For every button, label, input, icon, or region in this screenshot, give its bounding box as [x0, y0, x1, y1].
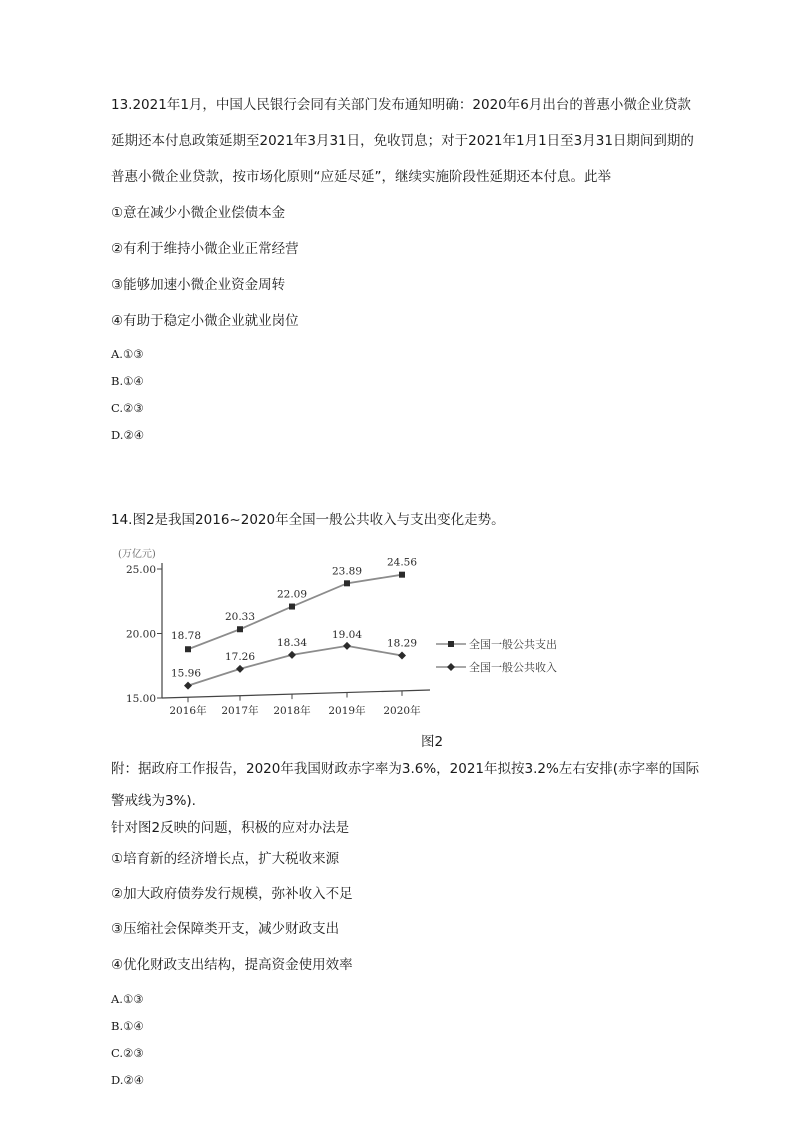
legend-keys	[436, 638, 468, 674]
q14-statement-3: ③压缩社会保障类开支，减少财政支出	[111, 921, 340, 937]
figure-caption: 图2	[421, 734, 444, 750]
legend-label-revenue: 全国一般公共收入	[469, 661, 557, 674]
q13-stem-line-2: 延期还本付息政策延期至2021年3月31日，免收罚息；对于2021年1月1日至3月31日期间到期的	[111, 133, 694, 149]
q14-note-line-1: 附：据政府工作报告，2020年我国财政赤字率为3.6%，2021年拟按3.2%左右安排(赤字率的国际	[111, 761, 700, 777]
x-axis-line	[162, 690, 430, 698]
expenditure-point	[289, 604, 295, 610]
q13-option-c[interactable]: C.②③	[111, 401, 144, 415]
q13-stem-line-1: 13.2021年1月，中国人民银行会同有关部门发布通知明确：2020年6月出台的普惠小微企业贷款	[111, 97, 691, 113]
x-tick-label: 2018年	[273, 705, 311, 717]
y-axis-unit-label: (万亿元)	[118, 549, 156, 560]
expenditure-data-label: 23.89	[331, 565, 363, 578]
revenue-point	[288, 651, 296, 659]
legend-square-icon	[448, 641, 454, 647]
x-tick-label: 2016年	[169, 705, 207, 717]
q13-option-a[interactable]: A.①③	[111, 347, 144, 361]
q14-statement-4: ④优化财政支出结构，提高资金使用效率	[111, 957, 353, 973]
q14-statement-2: ②加大政府债券发行规模，弥补收入不足	[111, 886, 353, 902]
revenue-data-label: 17.26	[224, 650, 256, 663]
expenditure-data-label: 24.56	[386, 556, 418, 569]
expenditure-point	[237, 626, 243, 632]
revenue-point	[236, 665, 244, 673]
q13-statement-4: ④有助于稳定小微企业就业岗位	[111, 313, 299, 329]
legend-label-expenditure: 全国一般公共支出	[469, 638, 557, 651]
q13-statement-3: ③能够加速小微企业资金周转	[111, 277, 286, 293]
q14-question: 针对图2反映的问题，积极的应对办法是	[111, 820, 350, 836]
y-tick-label: 20.00	[125, 628, 156, 641]
revenue-data-label: 18.29	[386, 637, 418, 650]
y-tick-label: 25.00	[125, 564, 156, 576]
expenditure-data-label: 22.09	[276, 588, 308, 601]
q14-note-line-2: 警戒线为3%).	[111, 793, 196, 809]
q14-statement-1: ①培育新的经济增长点，扩大税收来源	[111, 851, 340, 867]
expenditure-point	[399, 572, 405, 578]
x-tick-label: 2019年	[328, 705, 366, 717]
q13-option-b[interactable]: B.①④	[111, 374, 144, 388]
q13-option-d[interactable]: D.②④	[111, 428, 145, 442]
q13-statement-1: ①意在减少小微企业偿债本金	[111, 205, 286, 221]
legend-diamond-icon	[447, 663, 455, 671]
q14-option-c[interactable]: C.②③	[111, 1046, 144, 1060]
revenue-data-label: 19.04	[331, 628, 363, 641]
q13-stem-line-3: 普惠小微企业贷款，按市场化原则“应延尽延”，继续实施阶段性延期还本付息。此举	[111, 169, 611, 185]
expenditure-data-label: 18.78	[170, 630, 202, 643]
line-chart	[110, 538, 450, 720]
q14-option-b[interactable]: B.①④	[111, 1019, 144, 1033]
x-tick-label: 2020年	[383, 705, 421, 717]
revenue-line	[188, 646, 402, 686]
expenditure-data-label: 20.33	[224, 611, 256, 624]
expenditure-point	[185, 646, 191, 652]
q14-option-a[interactable]: A.①③	[111, 992, 144, 1006]
y-tick-label: 15.00	[125, 693, 156, 705]
revenue-data-label: 15.96	[170, 667, 202, 680]
revenue-point	[398, 652, 406, 660]
x-tick-label: 2017年	[221, 705, 259, 717]
q13-statement-2: ②有利于维持小微企业正常经营	[111, 241, 299, 257]
q14-option-d[interactable]: D.②④	[111, 1073, 145, 1087]
revenue-point	[343, 642, 351, 650]
revenue-data-label: 18.34	[276, 636, 308, 649]
expenditure-point	[344, 580, 350, 586]
revenue-point	[184, 682, 192, 690]
q14-stem: 14.图2是我国2016~2020年全国一般公共收入与支出变化走势。	[111, 512, 505, 528]
